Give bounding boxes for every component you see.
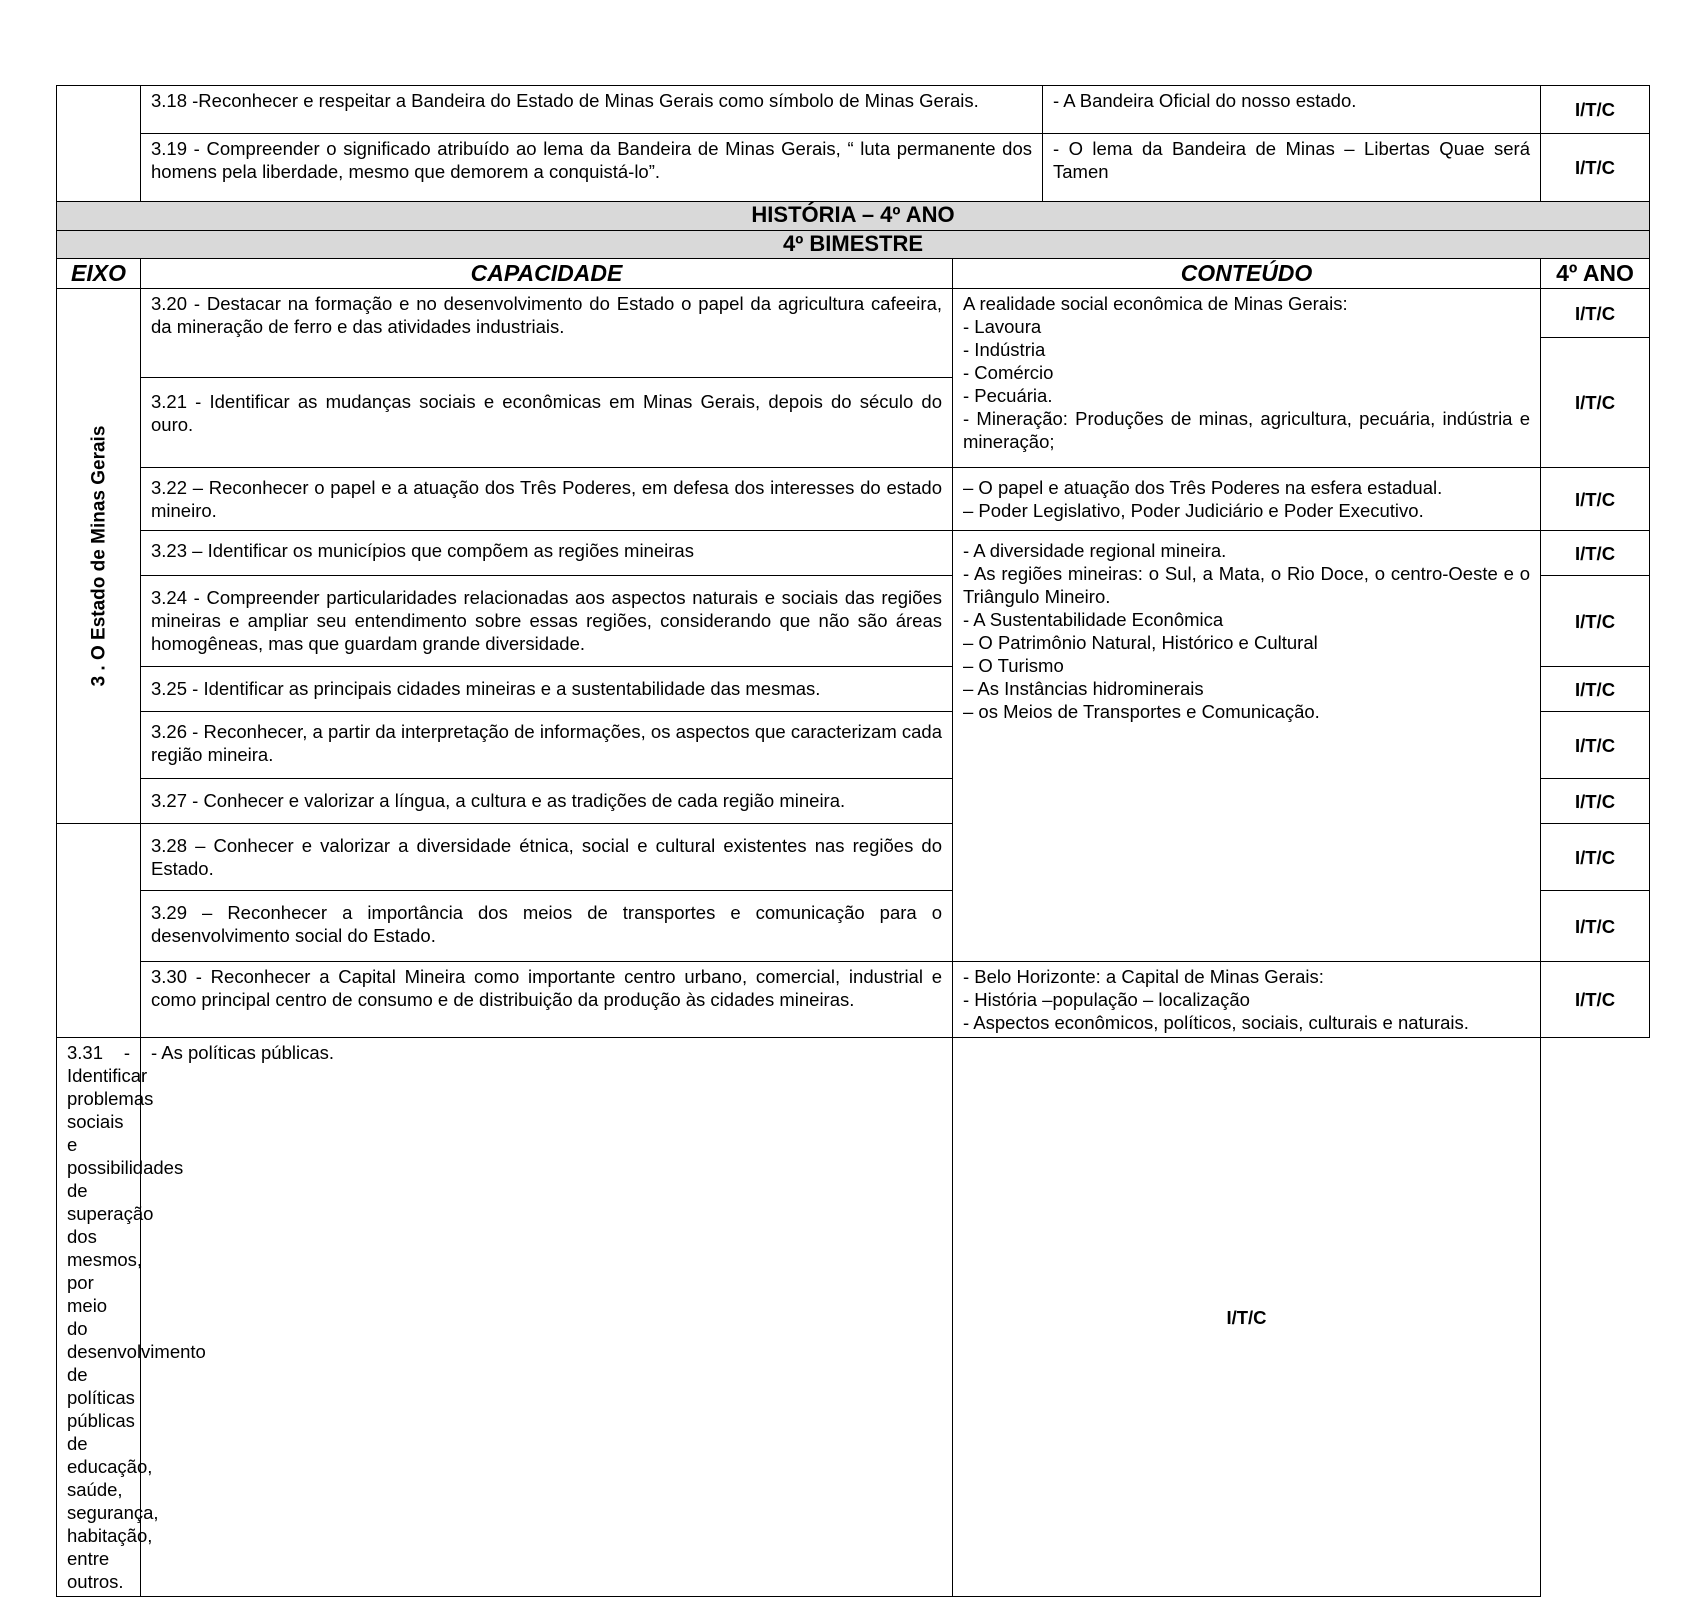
ano-cell: I/T/C xyxy=(1541,962,1650,1038)
ano-cell: I/T/C xyxy=(1541,468,1650,531)
conteudo-line: - Pecuária. xyxy=(963,385,1053,406)
header-ano: 4º ANO xyxy=(1541,259,1650,289)
conteudo-line: - Comércio xyxy=(963,362,1054,383)
conteudo-line: - Lavoura xyxy=(963,316,1042,337)
ano-cell: I/T/C xyxy=(1541,576,1650,667)
capacidade-cell: 3.25 - Identificar as principais cidades mineiras e a sustentabilidade das mesmas. xyxy=(141,667,953,712)
table-row xyxy=(57,1038,1650,1597)
eixo-cell-empty xyxy=(57,86,141,202)
header-eixo: EIXO xyxy=(57,259,141,289)
table-row xyxy=(57,86,1650,134)
ano-cell: I/T/C xyxy=(1541,824,1650,891)
curriculum-table xyxy=(56,201,1650,1597)
conteudo-line: – As Instâncias hidrominerais xyxy=(963,678,1204,699)
ano-cell: I/T/C xyxy=(1541,289,1650,338)
section-title: HISTÓRIA – 4º ANO xyxy=(57,202,1650,231)
conteudo-cell xyxy=(953,468,1541,531)
conteudo-cell xyxy=(953,531,1541,962)
ano-cell: I/T/C xyxy=(953,1038,1541,1597)
table-row xyxy=(57,531,1650,576)
capacidade-cell: 3.26 - Reconhecer, a partir da interpretação de informações, os aspectos que caracterizam cada região mineira. xyxy=(141,712,953,779)
table-row xyxy=(57,134,1650,202)
ano-cell: I/T/C xyxy=(1541,338,1650,468)
conteudo-line: - A diversidade regional mineira. xyxy=(963,540,1227,561)
conteudo-line: - Indústria xyxy=(963,339,1046,360)
conteudo-line: – O Patrimônio Natural, Histórico e Cultural xyxy=(963,632,1318,653)
capacidade-cell: 3.29 – Reconhecer a importância dos meios de transportes e comunicação para o desenvolvimento social do Estado. xyxy=(141,891,953,962)
eixo-cell xyxy=(57,289,141,824)
ano-cell: I/T/C xyxy=(1541,667,1650,712)
capacidade-cell: 3.31 - Identificar problemas sociais e possibilidades de superação dos mesmos, por meio do desenvolvimento de políticas públicas de educação, saúde, segurança, habitação, entre outros. xyxy=(57,1038,141,1597)
table-row xyxy=(57,962,1650,1038)
section-subtitle: 4º BIMESTRE xyxy=(57,231,1650,259)
conteudo-line: A realidade social econômica de Minas Gerais: xyxy=(963,293,1348,314)
capacidade-cell: 3.27 - Conhecer e valorizar a língua, a cultura e as tradições de cada região mineira. xyxy=(141,779,953,824)
header-row xyxy=(57,259,1650,289)
capacidade-cell: 3.18 -Reconhecer e respeitar a Bandeira do Estado de Minas Gerais como símbolo de Minas Gerais. xyxy=(141,86,1043,134)
conteudo-cell: - O lema da Bandeira de Minas – Libertas Quae será Tamen xyxy=(1043,134,1541,202)
table-row xyxy=(57,468,1650,531)
continuation-table xyxy=(56,85,1650,202)
capacidade-cell: 3.20 - Destacar na formação e no desenvolvimento do Estado o papel da agricultura cafeeira, da mineração de ferro e das atividades industriais. xyxy=(141,289,953,378)
capacidade-cell: 3.24 - Compreender particularidades relacionadas aos aspectos naturais e sociais das regiões mineiras e ampliar seu entendimento sobre essas regiões, considerando que não são áreas homogêneas, mas que guardam grande diversidade. xyxy=(141,576,953,667)
eixo-cell-continued xyxy=(57,824,141,1038)
capacidade-cell: 3.30 - Reconhecer a Capital Mineira como importante centro urbano, comercial, industrial e como principal centro de consumo e de distribuição da produção às cidades mineiras. xyxy=(141,962,953,1038)
capacidade-cell: 3.23 – Identificar os municípios que compõem as regiões mineiras xyxy=(141,531,953,576)
eixo-label: 3 . O Estado de Minas Gerais xyxy=(88,425,109,687)
conteudo-cell xyxy=(953,289,1541,468)
conteudo-line: - A Sustentabilidade Econômica xyxy=(963,609,1224,630)
ano-cell: I/T/C xyxy=(1541,86,1650,134)
section-subtitle-row xyxy=(57,231,1650,259)
header-conteudo: CONTEÚDO xyxy=(953,259,1541,289)
conteudo-cell xyxy=(953,962,1541,1038)
conteudo-cell: - A Bandeira Oficial do nosso estado. xyxy=(1043,86,1541,134)
capacidade-cell: 3.28 – Conhecer e valorizar a diversidade étnica, social e cultural existentes nas regiões do Estado. xyxy=(141,824,953,891)
conteudo-line: - Aspectos econômicos, políticos, sociais, culturais e naturais. xyxy=(963,1012,1469,1033)
conteudo-line: – O Turismo xyxy=(963,655,1064,676)
conteudo-line: - Mineração: Produções de minas, agricultura, pecuária, indústria e mineração; xyxy=(963,408,1530,452)
ano-cell: I/T/C xyxy=(1541,779,1650,824)
capacidade-cell: 3.22 – Reconhecer o papel e a atuação dos Três Poderes, em defesa dos interesses do estado mineiro. xyxy=(141,468,953,531)
conteudo-line: - Belo Horizonte: a Capital de Minas Gerais: xyxy=(963,966,1324,987)
header-capacidade: CAPACIDADE xyxy=(141,259,953,289)
conteudo-line: – O papel e atuação dos Três Poderes na esfera estadual. xyxy=(963,477,1443,498)
conteudo-line: - As regiões mineiras: o Sul, a Mata, o Rio Doce, o centro-Oeste e o Triângulo Mineiro. xyxy=(963,563,1530,607)
table-row xyxy=(57,289,1650,338)
capacidade-cell: 3.19 - Compreender o significado atribuído ao lema da Bandeira de Minas Gerais, “ luta permanente dos homens pela liberdade, mesmo que demorem a conquistá-lo”. xyxy=(141,134,1043,202)
ano-cell: I/T/C xyxy=(1541,134,1650,202)
capacidade-cell: 3.21 - Identificar as mudanças sociais e econômicas em Minas Gerais, depois do século do ouro. xyxy=(141,378,953,468)
section-title-row xyxy=(57,202,1650,231)
ano-cell: I/T/C xyxy=(1541,531,1650,576)
ano-cell: I/T/C xyxy=(1541,891,1650,962)
conteudo-line: – os Meios de Transportes e Comunicação. xyxy=(963,701,1320,722)
conteudo-line: – Poder Legislativo, Poder Judiciário e Poder Executivo. xyxy=(963,500,1424,521)
conteudo-line: - História –população – localização xyxy=(963,989,1250,1010)
ano-cell: I/T/C xyxy=(1541,712,1650,779)
conteudo-cell: - As políticas públicas. xyxy=(141,1038,953,1597)
